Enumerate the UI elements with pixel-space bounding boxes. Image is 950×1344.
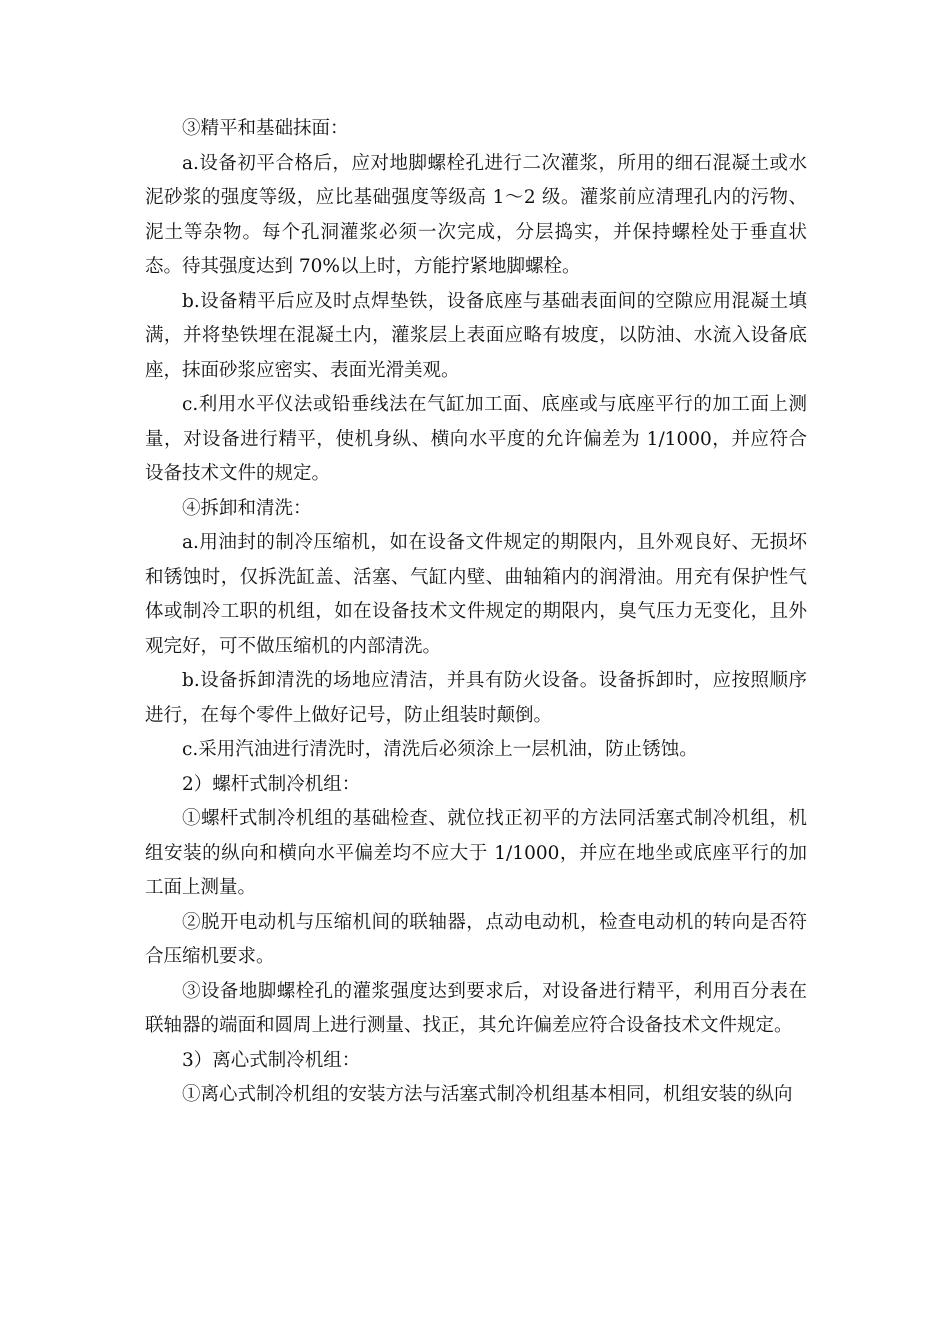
heading-disassembly-cleaning: ④拆卸和清洗： bbox=[182, 497, 312, 519]
paragraph-cleaning-site: b.设备拆卸清洗的场地应清洁，并具有防火设备。设备拆卸时，应按照顺序进行，在每个零件上做好记号，防止组装时颠倒。 bbox=[145, 670, 807, 726]
heading-screw-chiller: 2）螺杆式制冷机组： bbox=[182, 773, 361, 795]
paragraph-centrifugal-install: ①离心式制冷机组的安装方法与活塞式制冷机组基本相同，机组安装的纵向 bbox=[182, 1084, 793, 1105]
heading-fine-leveling: ③精平和基础抹面： bbox=[182, 118, 349, 139]
paragraph-grouting: a.设备初平合格后，应对地脚螺栓孔进行二次灌浆，所用的细石混凝土或水泥砂浆的强度等级，应比基础强度等级高 1～2 级。灌浆前应清理孔内的污物、泥土等杂物。每个孔洞灌浆必须一次完成，分层捣实，并保持螺栓处于垂直状态。待其强度达到 70%以上时，方能拧紧地脚螺栓。 bbox=[145, 152, 807, 277]
paragraph-gasoline-cleaning: c.采用汽油进行清洗时，清洗后必须涂上一层机油，防止锈蚀。 bbox=[182, 739, 698, 760]
paragraph-leveling-method: c.利用水平仪法或铅垂线法在气缸加工面、底座或与底座平行的加工面上测量，对设备进行精平，使机身纵、横向水平度的允许偏差为 1/1000，并应符合设备技术文件的规定。 bbox=[145, 394, 807, 484]
document-body bbox=[145, 112, 807, 1113]
paragraph-spot-welding: b.设备精平后应及时点焊垫铁，设备底座与基础表面间的空隙应用混凝土填满，并将垫铁埋在混凝土内，灌浆层上表面应略有坡度，以防油、水流入设备底座，抹面砂浆应密实、表面光滑美观。 bbox=[145, 290, 807, 381]
heading-centrifugal-chiller: 3）离心式制冷机组： bbox=[182, 1049, 361, 1071]
paragraph-coupling-check: ②脱开电动机与压缩机间的联轴器，点动电动机，检查电动机的转向是否符合压缩机要求。 bbox=[145, 911, 807, 967]
paragraph-oil-sealed-compressor: a.用油封的制冷压缩机，如在设备文件规定的期限内，且外观良好、无损坏和锈蚀时，仅拆洗缸盖、活塞、气缸内壁、曲轴箱内的润滑油。用充有保护性气体或制冷工职的机组，如在设备技术文件规定的期限内，臭气压力无变化，且外观完好，可不做压缩机的内部清洗。 bbox=[145, 532, 807, 657]
paragraph-screw-foundation: ①螺杆式制冷机组的基础检查、就位找正初平的方法同活塞式制冷机组，机组安装的纵向和横向水平偏差均不应大于 1/1000，并应在地坐或底座平行的加工面上测量。 bbox=[145, 808, 807, 898]
paragraph-dial-indicator: ③设备地脚螺栓孔的灌浆强度达到要求后，对设备进行精平，利用百分表在联轴器的端面和圆周上进行测量、找正，其允许偏差应符合设备技术文件规定。 bbox=[145, 980, 807, 1036]
